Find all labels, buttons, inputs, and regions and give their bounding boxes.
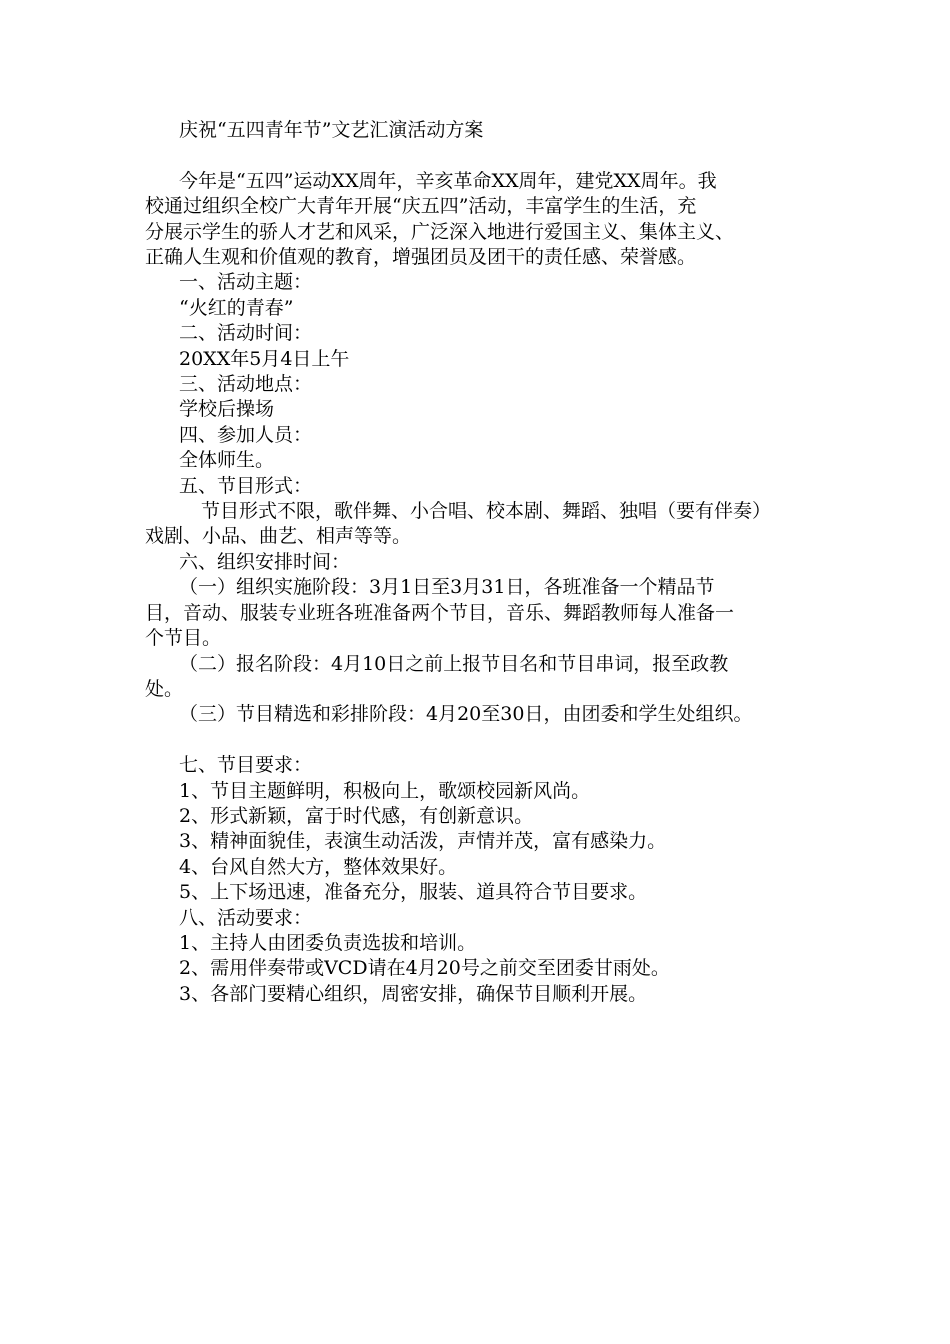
schedule-1-line-1: （一）组织实施阶段：3月1日至3月31日，各班准备一个精品节	[179, 576, 715, 599]
requirement-item: 3、精神面貌佳，表演生动活泼，声情并茂，富有感染力。	[179, 830, 667, 853]
activity-item: 2、需用伴奏带或VCD请在4月20号之前交至团委甘雨处。	[179, 957, 670, 980]
people-heading: 四、参加人员：	[179, 423, 313, 446]
form-line-2: 戏剧、小品、曲艺、相声等等。	[145, 525, 412, 548]
form-heading: 五、节目形式：	[179, 474, 313, 497]
document-body	[145, 118, 825, 1007]
requirement-item: 1、节目主题鲜明，积极向上，歌颂校园新风尚。	[179, 779, 591, 802]
theme-heading: 一、活动主题：	[179, 271, 313, 294]
activity-heading: 八、活动要求：	[179, 906, 313, 929]
schedule-3-line-1: （三）节目精选和彩排阶段：4月20至30日，由团委和学生处组织。	[179, 703, 753, 726]
activity-item: 1、主持人由团委负责选拔和培训。	[179, 931, 477, 954]
requirement-item: 5、上下场迅速，准备充分，服装、道具符合节目要求。	[179, 881, 648, 904]
schedule-1-line-2: 目，音动、服装专业班各班准备两个节目，音乐、舞蹈教师每人准备一	[145, 601, 735, 624]
time-heading: 二、活动时间：	[179, 322, 313, 345]
requirement-item: 2、形式新颖，富于时代感，有创新意识。	[179, 804, 534, 827]
requirements-heading: 七、节目要求：	[179, 754, 313, 777]
intro-line-2: 校通过组织全校广大青年开展“庆五四”活动，丰富学生的生活，充	[145, 195, 697, 218]
form-line-1: 节目形式不限，歌伴舞、小合唱、校本剧、舞蹈、独唱（要有伴奏）	[201, 500, 772, 523]
spacer	[145, 143, 825, 168]
people-value: 全体师生。	[179, 449, 275, 472]
activity-item: 3、各部门要精心组织，周密安排，确保节目顺利开展。	[179, 982, 648, 1005]
spacer	[145, 728, 825, 753]
intro-line-1: 今年是“五四”运动XX周年，辛亥革命XX周年，建党XX周年。我	[179, 169, 717, 192]
time-value: 20XX年5月4日上午	[179, 347, 350, 370]
place-heading: 三、活动地点：	[179, 373, 313, 396]
intro-line-4: 正确人生观和价值观的教育，增强团员及团干的责任感、荣誉感。	[145, 246, 697, 269]
intro-line-3: 分展示学生的骄人才艺和风采，广泛深入地进行爱国主义、集体主义、	[145, 220, 735, 243]
schedule-heading: 六、组织安排时间：	[179, 550, 351, 573]
theme-value: “火红的青春”	[179, 296, 294, 319]
schedule-2-line-1: （二）报名阶段：4月10日之前上报节目名和节目串词，报至政教	[179, 652, 729, 675]
schedule-1-line-3: 个节目。	[145, 627, 222, 650]
place-value: 学校后操场	[179, 398, 275, 421]
schedule-2-line-2: 处。	[145, 677, 184, 700]
document-title: 庆祝“五四青年节”文艺汇演活动方案	[179, 119, 484, 141]
requirement-item: 4、台风自然大方，整体效果好。	[179, 855, 458, 878]
